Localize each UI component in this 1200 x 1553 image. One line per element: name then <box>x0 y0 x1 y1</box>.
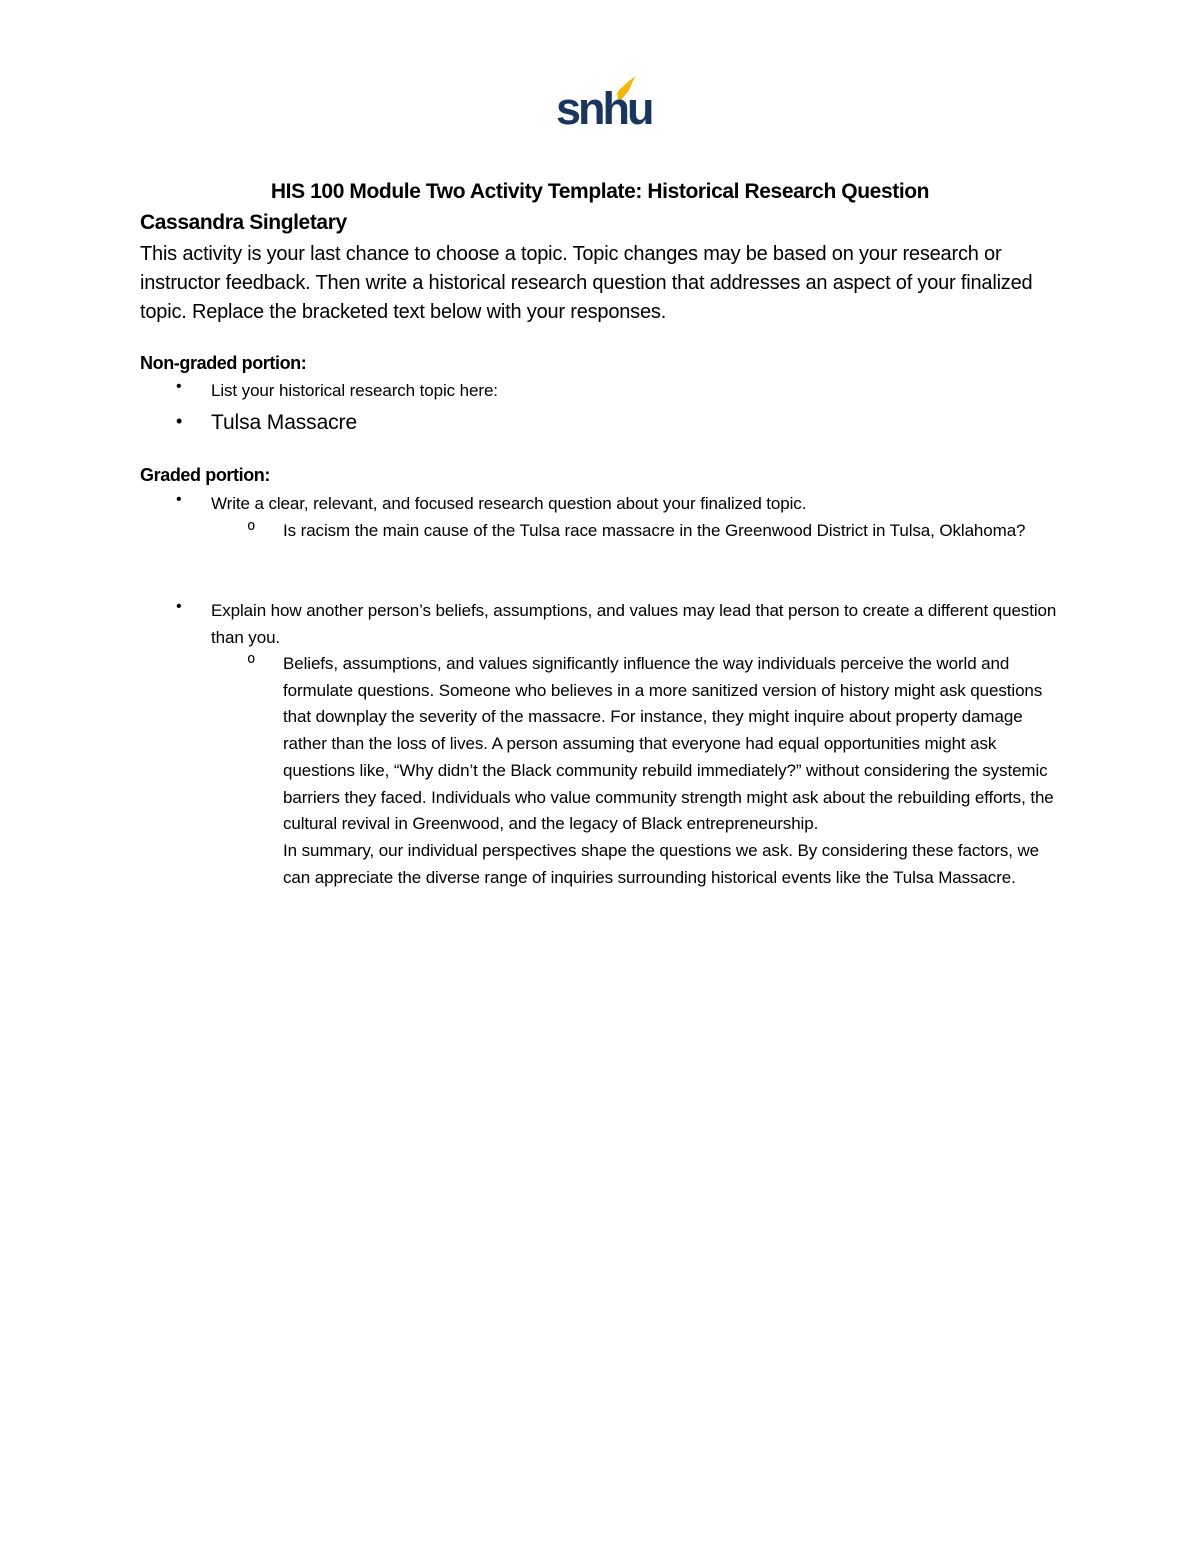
list-item <box>140 409 1060 437</box>
snhu-logo <box>556 74 652 134</box>
logo-wordmark: snhu <box>556 83 652 134</box>
bullet-icon: • <box>176 411 183 431</box>
sub-bullet-icon: o <box>247 518 256 534</box>
list-item <box>140 598 1060 651</box>
perspective-prompt: Explain how another person’s beliefs, assumptions, and values may lead that person to create a different question than you. <box>211 601 1057 647</box>
intro-paragraph: This activity is your last chance to choose a topic. Topic changes may be based on your research or instructor feedback. Then write a historical research question that addresses an aspect of your finalized topic. Replace the bracketed text below with your responses. <box>140 243 1033 323</box>
research-question-answer: Is racism the main cause of the Tulsa race massacre in the Greenwood District in Tulsa, Oklahoma? <box>283 521 1026 540</box>
question-prompt: Write a clear, relevant, and focused research question about your finalized topic. <box>211 494 807 513</box>
bullet-icon: • <box>176 491 182 508</box>
sub-list-item <box>140 651 1060 891</box>
perspective-summary: In summary, our individual perspectives shape the questions we ask. By considering these factors, we can appreciate the diverse range of inquiries surrounding historical events like the Tulsa Massacre. <box>283 840 1040 887</box>
non-graded-heading: Non-graded portion: <box>140 353 307 373</box>
topic-answer: Tulsa Massacre <box>211 411 358 434</box>
perspective-answer: Beliefs, assumptions, and values significantly influence the way individuals perceive the world and formulate questions. Someone who believes in a more sanitized version of history might ask questions that downplay the severity of the massacre. For instance, they might inquire about property damage rather than the loss of lives. A person assuming that everyone had equal opportunities might ask questions like, “Why didn’t the Black community rebuild immediately?” without considering the systemic barriers they faced. Individuals who value community strength might ask about the rebuilding efforts, the cultural revival in Greenwood, and the legacy of Black entrepreneurship. <box>283 654 1054 834</box>
bullet-icon: • <box>176 378 182 395</box>
author-name: Cassandra Singletary <box>140 211 347 234</box>
document-title: HIS 100 Module Two Activity Template: Historical Research Question <box>270 180 930 203</box>
topic-prompt: List your historical research topic here: <box>211 381 498 400</box>
list-item <box>140 491 1060 518</box>
bullet-icon: • <box>176 598 182 615</box>
list-item <box>140 378 1060 405</box>
graded-heading: Graded portion: <box>140 465 270 485</box>
sub-list-item <box>140 518 1060 545</box>
sub-bullet-icon: o <box>247 651 256 667</box>
